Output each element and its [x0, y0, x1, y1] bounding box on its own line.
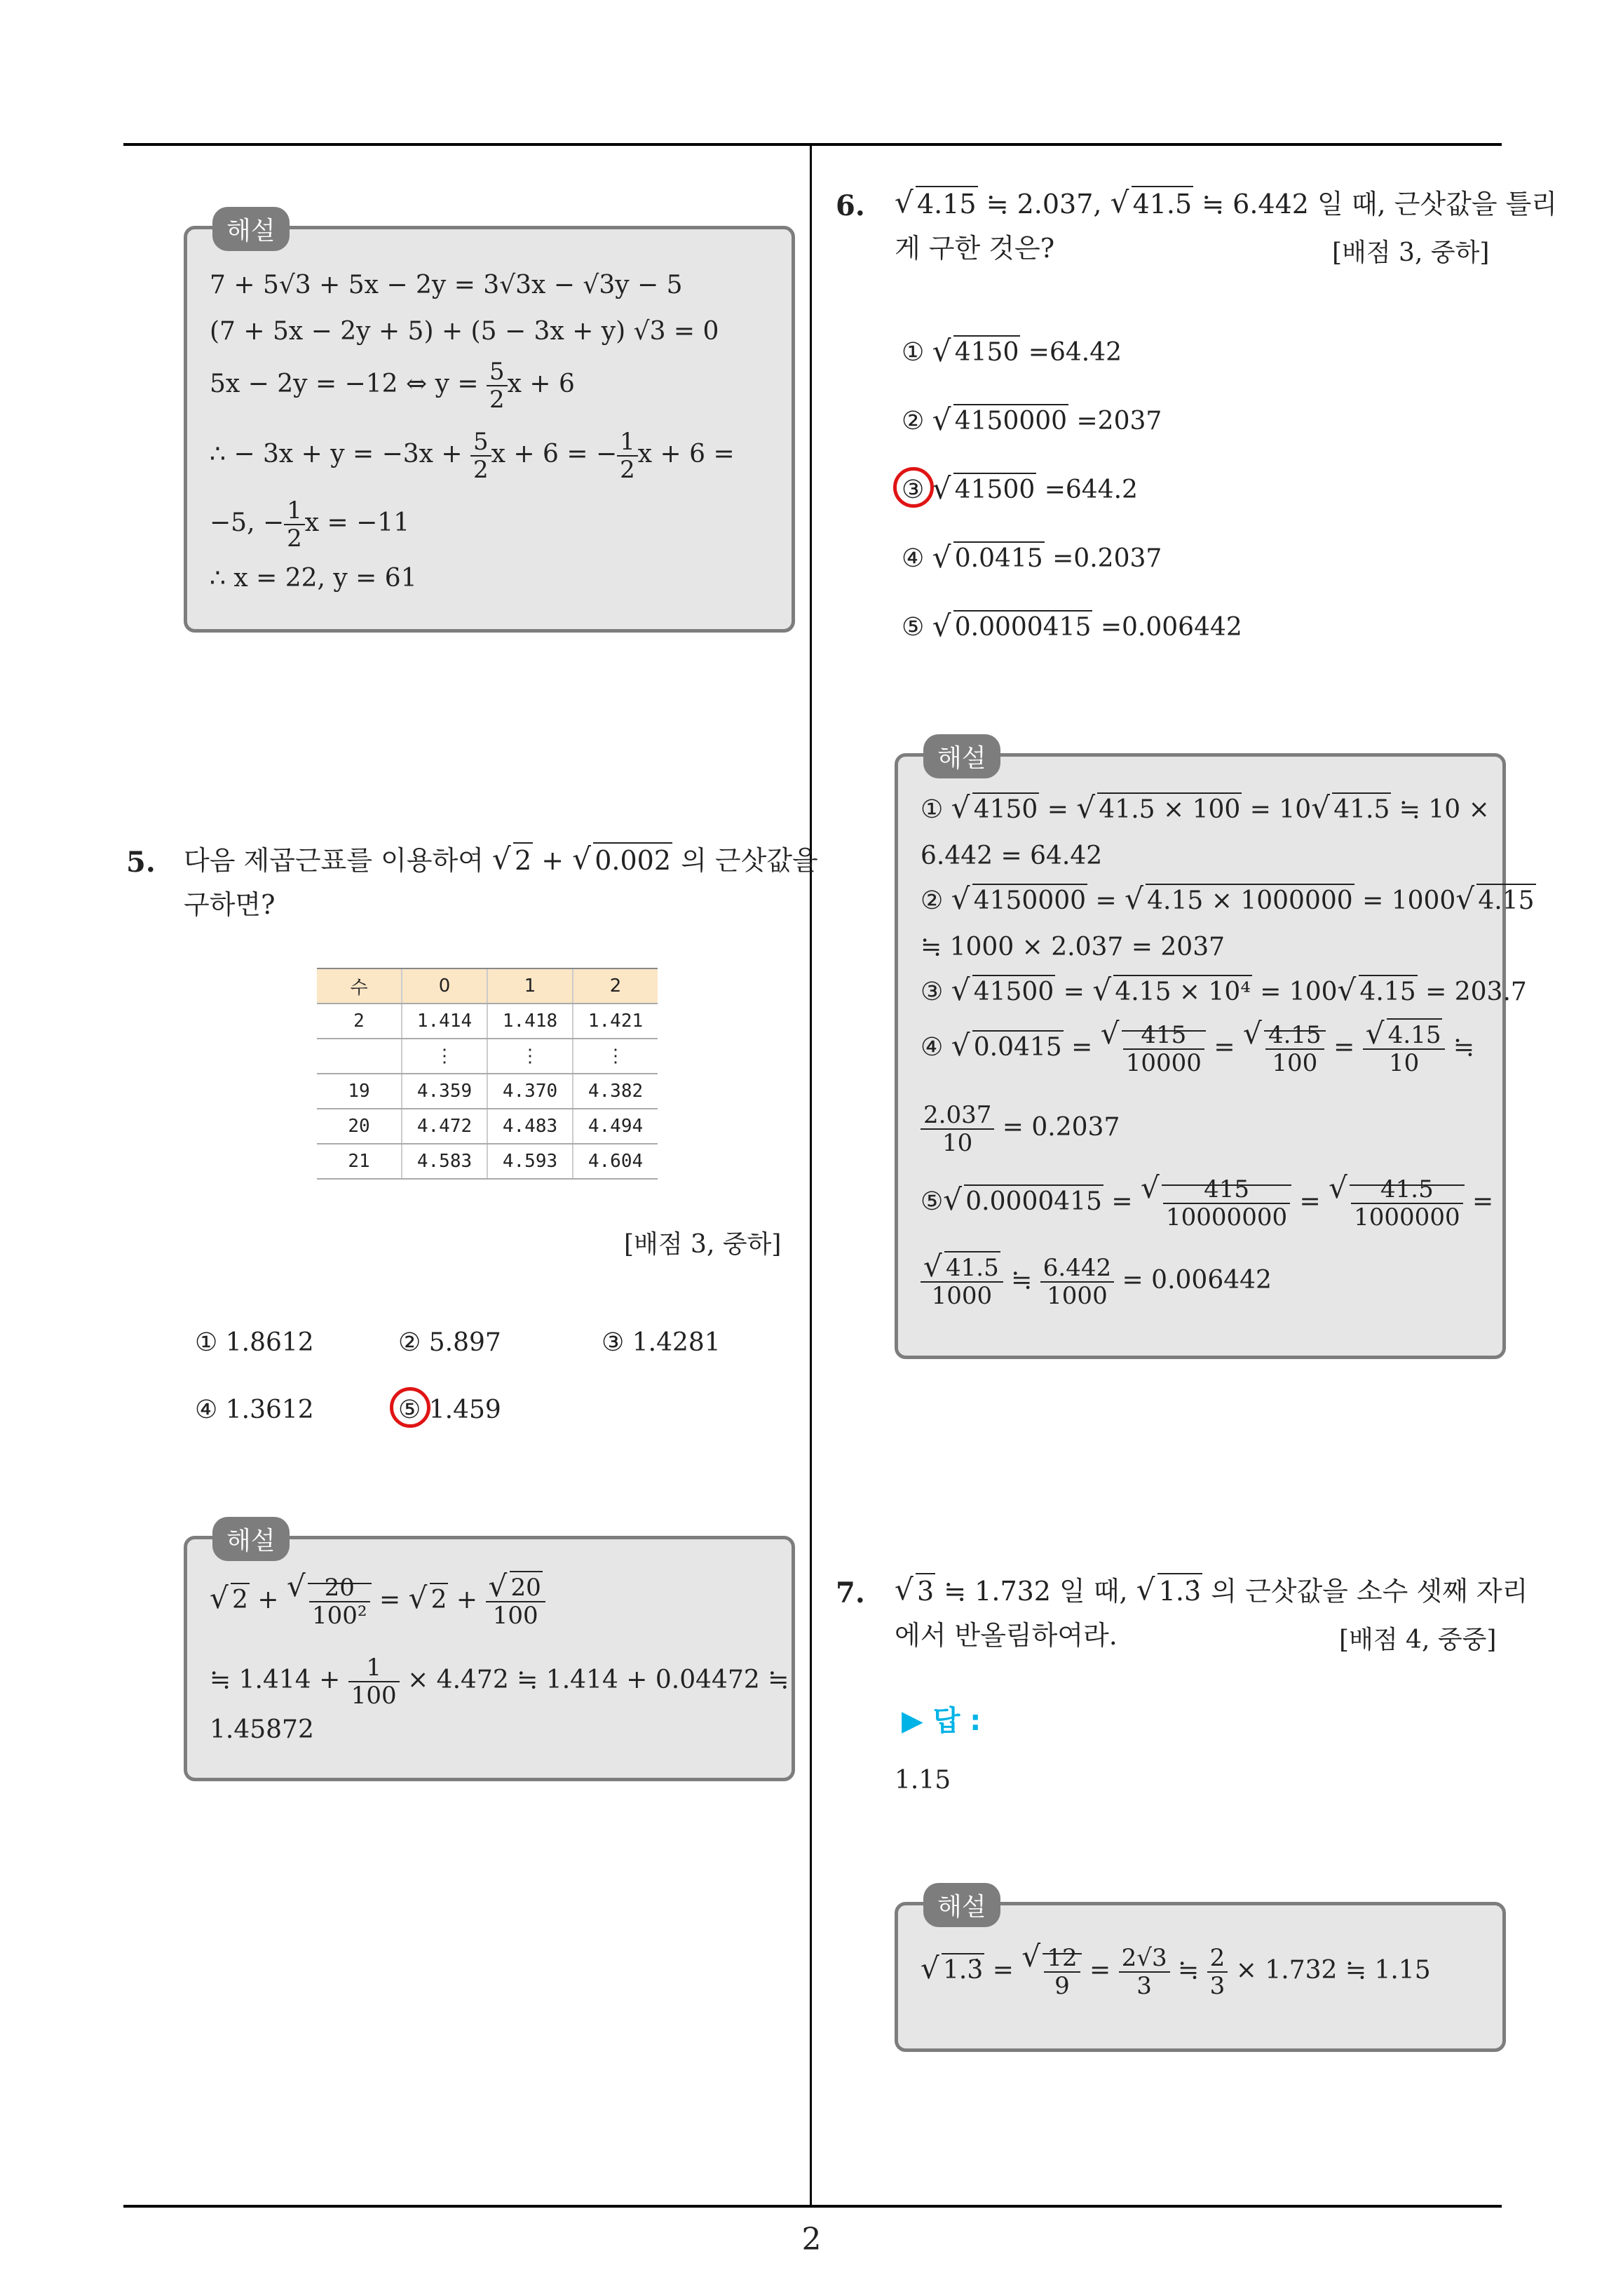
table-row: 21 4.583 4.593 4.604	[317, 1144, 658, 1179]
q4-solution-box	[184, 217, 795, 633]
table-header: 1	[487, 968, 573, 1004]
square-root-table	[317, 968, 658, 1180]
q4-sol-line-6: ∴ x = 22, y = 61	[210, 564, 417, 593]
q6-solution-box	[895, 744, 1535, 1359]
q5-option-3[interactable]: ③ 1.4281	[602, 1328, 721, 1357]
top-rule	[123, 143, 1502, 146]
q6-answer-mark	[893, 467, 934, 508]
q6-option-3[interactable]: ③ √ 41500 =644.2	[902, 475, 1138, 504]
bottom-rule	[123, 2205, 1502, 2208]
table-header: 0	[402, 968, 487, 1004]
table-row: 2 1.414 1.418 1.421	[317, 1004, 658, 1039]
q7-sol-line-1: √ 1.3̇ = √ $\frac{12}{9}$ = $\frac{2√3}{3}$ ≒ $\frac{2}{3}$ × 1.732 ≒ 1.15	[921, 1946, 1431, 1998]
table-row: 19 4.359 4.370 4.382	[317, 1074, 658, 1109]
q5-solution-box	[184, 1527, 795, 1781]
q6-question: √ 4.15 ≒ 2.037, √ 41.5 ≒ 6.442 일 때, 근삿값을 틀리 게 구한 것은?	[895, 182, 1557, 270]
q4-sol-line-2: (7 + 5x − 2y + 5) + (5 − 3x + y) √3 = 0	[210, 317, 719, 346]
solution-tag: 해설	[212, 1517, 290, 1561]
q5-sol-line-2: ≒ 1.414 + $\frac{1}{100}$ × 4.472 ≒ 1.414 + 0.04472 ≒	[210, 1654, 789, 1710]
q5-number: 5.	[126, 846, 156, 879]
q6-option-4[interactable]: ④ √ 0.0415 =0.2037	[902, 544, 1162, 573]
page-number: 2	[801, 2222, 822, 2257]
q5-option-1[interactable]: ① 1.8612	[195, 1328, 314, 1357]
q6-sol-line-5: ③ √ 41500 = √ 4.15 × 10⁴ = 100√ 4.15 = 203.7	[921, 980, 1527, 1005]
q4-sol-line-3: 5x − 2y = −12 ⇔ y = $\frac{5}{2}$ x + 6	[210, 358, 575, 414]
q6-sol-line-2: 6.442 = 64.42	[921, 842, 1103, 870]
q5-option-2[interactable]: ② 5.897	[398, 1328, 501, 1357]
table-header: 2	[573, 968, 658, 1004]
q7-answer-label: ▶ 답 :	[902, 1705, 982, 1737]
q5-option-4[interactable]: ④ 1.3612	[195, 1396, 314, 1424]
q5-option-5[interactable]: ⑤ 1.459	[398, 1396, 501, 1424]
table-header: 수	[317, 968, 402, 1004]
q4-sol-line-1: 7 + 5√3 + 5x − 2y = 3√3x − √3y − 5	[210, 271, 683, 299]
table-row: ⋮ ⋮ ⋮	[317, 1039, 658, 1074]
q6-score: [배점 3, 중하]	[1332, 238, 1490, 267]
q7-number: 7.	[836, 1576, 865, 1609]
q4-sol-line-4: ∴ − 3x + y = −3x + $\frac{5}{2}$ x + 6 = − $\frac{1}{2}$ x + 6 =	[210, 428, 735, 484]
q5-sol-line-3: 1.45872	[210, 1715, 314, 1744]
q5-score: [배점 3, 중하]	[624, 1230, 782, 1259]
column-divider	[810, 144, 812, 2206]
q5-sol-line-1: √ 2 + √ $\frac{20}{\text{100²}}$ = √ 2 + √ $\frac{20}{100}$	[210, 1576, 545, 1628]
solution-tag: 해설	[923, 734, 1000, 778]
q5-question: 다음 제곱근표를 이용하여 √ 2 + √ 0.002 의 근삿값을 구하면?	[184, 839, 818, 926]
q5-answer-mark	[390, 1387, 430, 1428]
q6-sol-line-1: ① √ 4150 = √ 41.5 × 100 = 10√ 41.5 ≒ 10 ×	[921, 797, 1490, 823]
q7-score: [배점 4, 중중]	[1339, 1626, 1497, 1654]
solution-tag: 해설	[923, 1883, 1000, 1927]
q7-question: √ 3 ≒ 1.732 일 때, √ 1.3̇ 의 근삿값을 소수 셋째 자리 에서 반올림하여라.	[895, 1569, 1528, 1657]
q6-option-5[interactable]: ⑤ √ 0.0000415 =0.006442	[902, 613, 1242, 642]
table-row: 20 4.472 4.483 4.494	[317, 1109, 658, 1144]
q6-number: 6.	[836, 189, 865, 222]
q6-sol-line-3: ② √ 4150000 = √ 4.15 × 1000000 = 1000√ 4.15	[921, 889, 1536, 914]
q6-option-1[interactable]: ① √ 4150 =64.42	[902, 338, 1122, 367]
solution-tag: 해설	[212, 207, 290, 251]
q7-answer-value: 1.15	[895, 1766, 951, 1795]
q4-sol-line-5: −5, − $\frac{1}{2}$ x = −11	[210, 497, 410, 553]
q6-sol-line-7: $\frac{2.037}{10}$ = 0.2037	[921, 1103, 1120, 1155]
q6-option-2[interactable]: ② √ 4150000 =2037	[902, 407, 1162, 435]
q7-solution-box	[895, 1893, 1506, 2052]
q6-sol-line-9: √ $\frac{41.5}{1000}$ ≒ $\frac{6.442}{1000}$ = 0.006442	[921, 1256, 1272, 1308]
q6-sol-line-4: ≒ 1000 × 2.037 = 2037	[921, 933, 1225, 961]
q6-sol-line-8: ⑤√ 0.0000415 = √ $\frac{415}{10000000}$ = √ $\frac{41.5}{1000000}$ =	[921, 1177, 1493, 1229]
q6-sol-line-6: ④ √ 0.0415 = √ $\frac{415}{10000}$ = √ $\frac{4.15}{100}$ = √ $\frac{4.15}{10}$ ≒	[921, 1023, 1474, 1075]
